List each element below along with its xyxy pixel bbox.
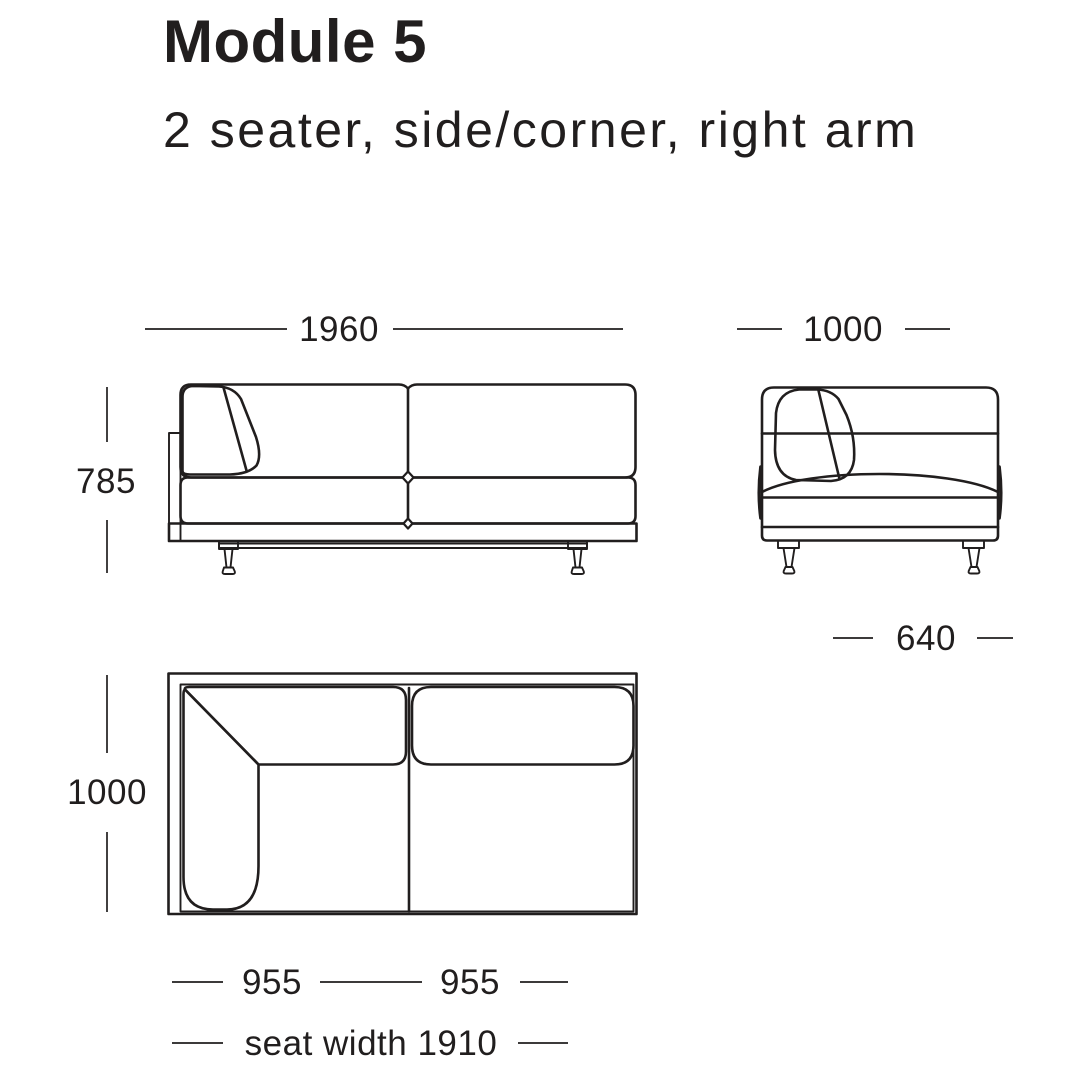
top-depth-label: 1000 bbox=[67, 773, 147, 812]
front-legs bbox=[219, 541, 587, 574]
front-view bbox=[76, 310, 636, 574]
front-width-label: 1960 bbox=[299, 310, 379, 349]
front-height-dimension bbox=[76, 387, 136, 573]
front-pillow-crease bbox=[224, 388, 247, 471]
side-right-leg-foot bbox=[969, 567, 980, 574]
front-pillow bbox=[183, 386, 260, 475]
side-depth-label: 640 bbox=[896, 619, 956, 658]
top-seat-width-dimension bbox=[172, 1024, 568, 1063]
front-left-leg-foot bbox=[223, 568, 235, 575]
top-view bbox=[67, 674, 636, 1064]
side-body bbox=[762, 388, 998, 541]
front-height-label: 785 bbox=[76, 462, 136, 501]
front-seam-joint-upper bbox=[403, 472, 414, 484]
side-view bbox=[737, 310, 1013, 658]
side-left-frame-edge bbox=[759, 467, 761, 518]
front-seam-joint-lower bbox=[404, 519, 413, 529]
side-seat-cushion-curve bbox=[762, 474, 998, 492]
top-seat-segment-dimension bbox=[172, 963, 568, 1002]
side-left-leg-stem bbox=[784, 548, 795, 567]
side-right-leg-stem bbox=[969, 548, 980, 567]
front-right-leg-stem bbox=[574, 549, 582, 568]
side-depth-dimension bbox=[833, 619, 1013, 658]
top-corner-side-cushion bbox=[184, 690, 259, 910]
top-right-back-cushion bbox=[412, 687, 634, 765]
side-width-dimension bbox=[737, 310, 950, 349]
top-depth-dimension bbox=[67, 675, 147, 912]
front-stretcher-bar bbox=[219, 544, 587, 549]
front-width-dimension bbox=[145, 310, 623, 349]
top-left-back-cushion bbox=[185, 687, 406, 765]
top-seat-left-label: 955 bbox=[242, 963, 302, 1002]
front-left-leg-stem bbox=[225, 549, 233, 568]
side-legs bbox=[778, 541, 984, 574]
side-right-frame-edge bbox=[999, 467, 1001, 518]
page-subtitle: 2 seater, side/corner, right arm bbox=[163, 102, 919, 158]
side-left-leg-foot bbox=[784, 567, 795, 574]
top-seat-right-label: 955 bbox=[440, 963, 500, 1002]
front-base bbox=[169, 524, 637, 542]
front-right-leg-foot bbox=[572, 568, 584, 575]
page-title: Module 5 bbox=[163, 8, 428, 75]
top-seat-width-label: seat width 1910 bbox=[244, 1024, 498, 1063]
side-width-label: 1000 bbox=[803, 310, 883, 349]
top-outer-frame bbox=[169, 674, 637, 915]
side-pillow bbox=[775, 390, 854, 482]
